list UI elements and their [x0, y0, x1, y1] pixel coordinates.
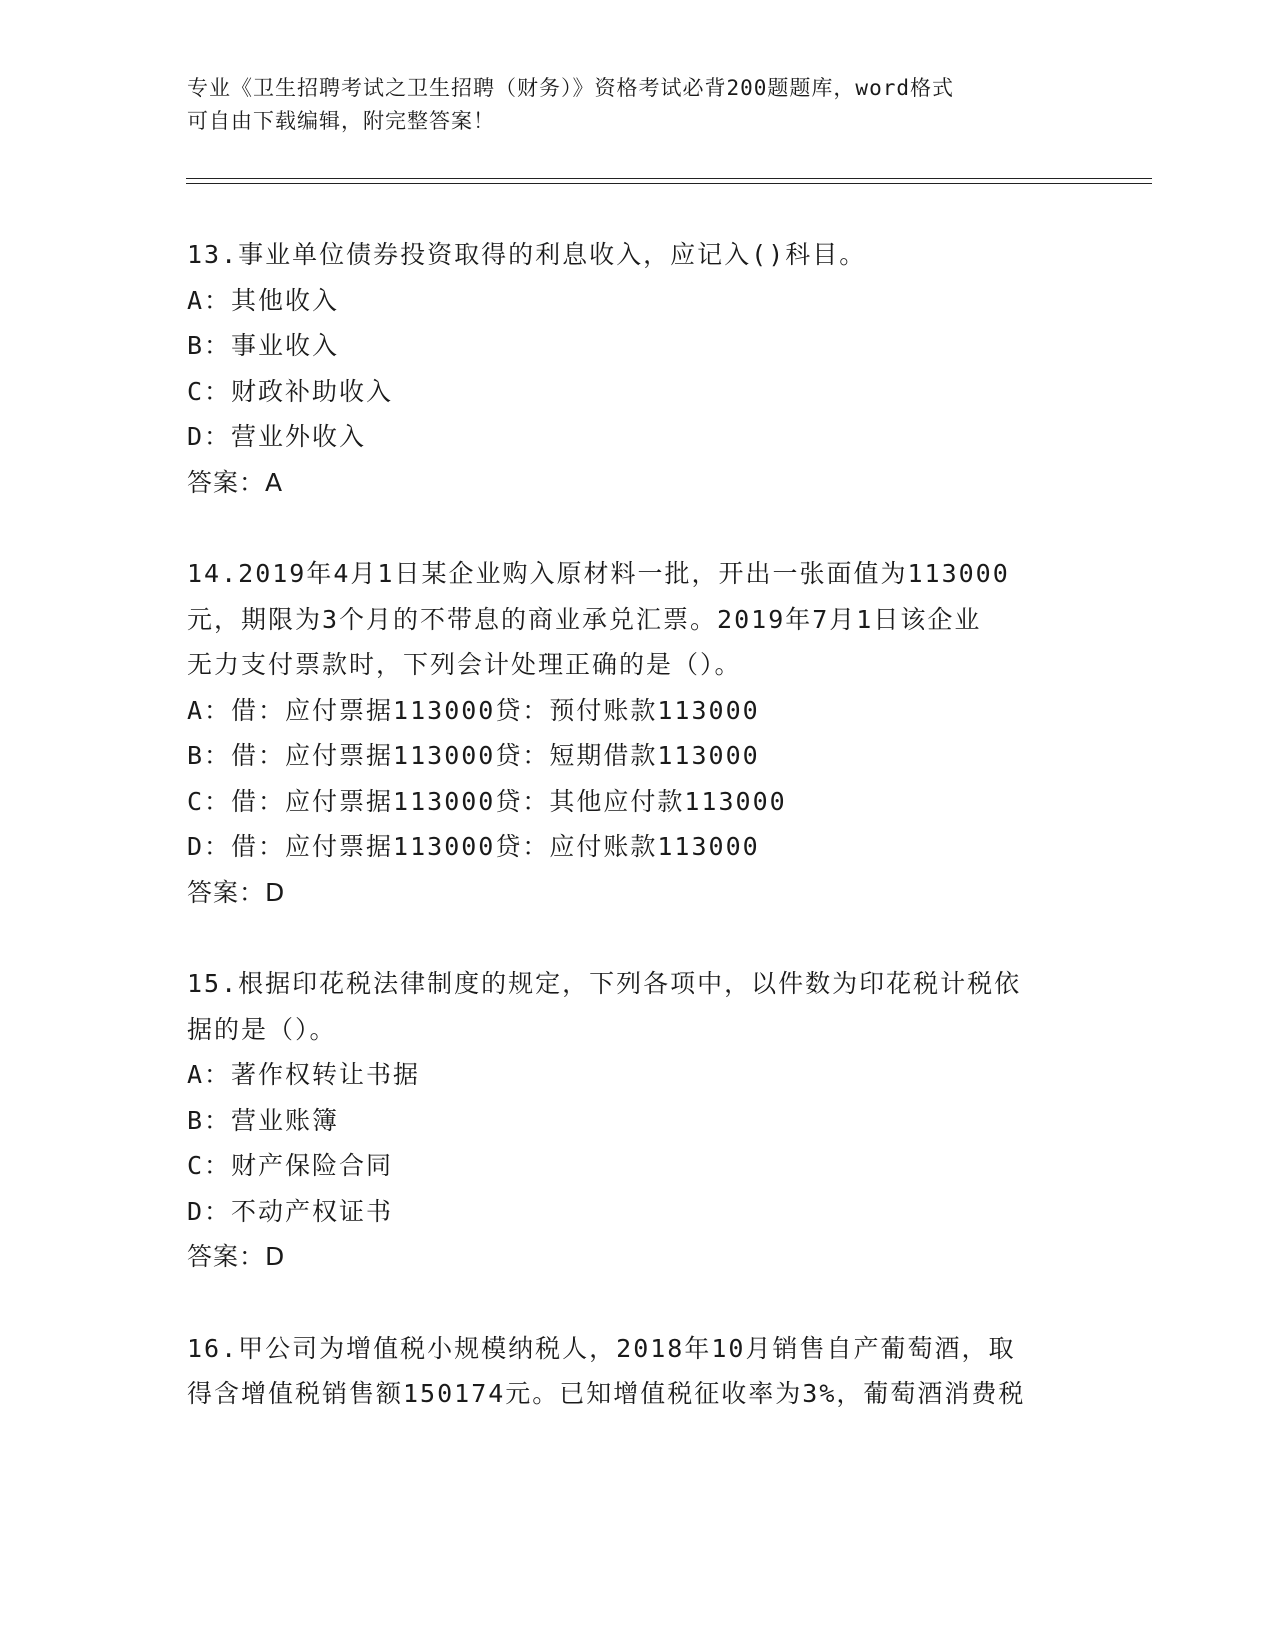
question-text: 13.事业单位债券投资取得的利息收入，应记入()科目。: [187, 240, 867, 269]
question-list: [187, 232, 1087, 1463]
option-a: A：借：应付票据113000贷：预付账款113000: [187, 695, 760, 725]
header-divider-top: [186, 178, 1152, 179]
option-d: D：借：应付票据113000贷：应付账款113000: [187, 832, 760, 861]
answer: 答案：D: [187, 1242, 286, 1271]
option-d: D：不动产权证书: [187, 1196, 394, 1226]
question-13: [187, 232, 1087, 505]
question-14: [187, 551, 1087, 915]
option-a: A：著作权转让书据: [187, 1060, 421, 1089]
question-text: 元，期限为3个月的不带息的商业承兑汇票。2019年7月1日该企业: [187, 604, 982, 634]
question-16: [187, 1326, 1087, 1417]
question-text: 16.甲公司为增值税小规模纳税人，2018年10月销售自产葡萄酒，取: [187, 1333, 1016, 1363]
question-text: 15.根据印花税法律制度的规定，下列各项中，以件数为印花税计税依: [187, 969, 1022, 998]
answer: 答案：A: [187, 467, 284, 497]
option-a: A：其他收入: [187, 285, 340, 315]
option-d: D：营业外收入: [187, 422, 367, 451]
option-b: B：借：应付票据113000贷：短期借款113000: [187, 741, 760, 770]
question-text: 得含增值税销售额150174元。已知增值税征收率为3%，葡萄酒消费税: [187, 1379, 1026, 1408]
question-text: 无力支付票款时，下列会计处理正确的是（）。: [187, 650, 742, 679]
option-b: B：事业收入: [187, 331, 340, 360]
header-line-1: 专业《卫生招聘考试之卫生招聘（财务）》资格考试必背200题题库，word格式: [187, 76, 954, 100]
question-text: 据的是（）。: [187, 1014, 337, 1044]
document-header: [187, 72, 1067, 138]
question-text: 14.2019年4月1日某企业购入原材料一批，开出一张面值为113000: [187, 559, 1010, 588]
answer: 答案：D: [187, 877, 286, 907]
header-line-2: 可自由下载编辑，附完整答案！: [187, 109, 495, 133]
option-c: C：借：应付票据113000贷：其他应付款113000: [187, 786, 787, 816]
option-c: C：财政补助收入: [187, 376, 394, 406]
option-c: C：财产保险合同: [187, 1151, 394, 1180]
option-b: B：营业账簿: [187, 1105, 340, 1135]
question-15: [187, 961, 1087, 1280]
header-divider-bottom: [186, 183, 1152, 184]
